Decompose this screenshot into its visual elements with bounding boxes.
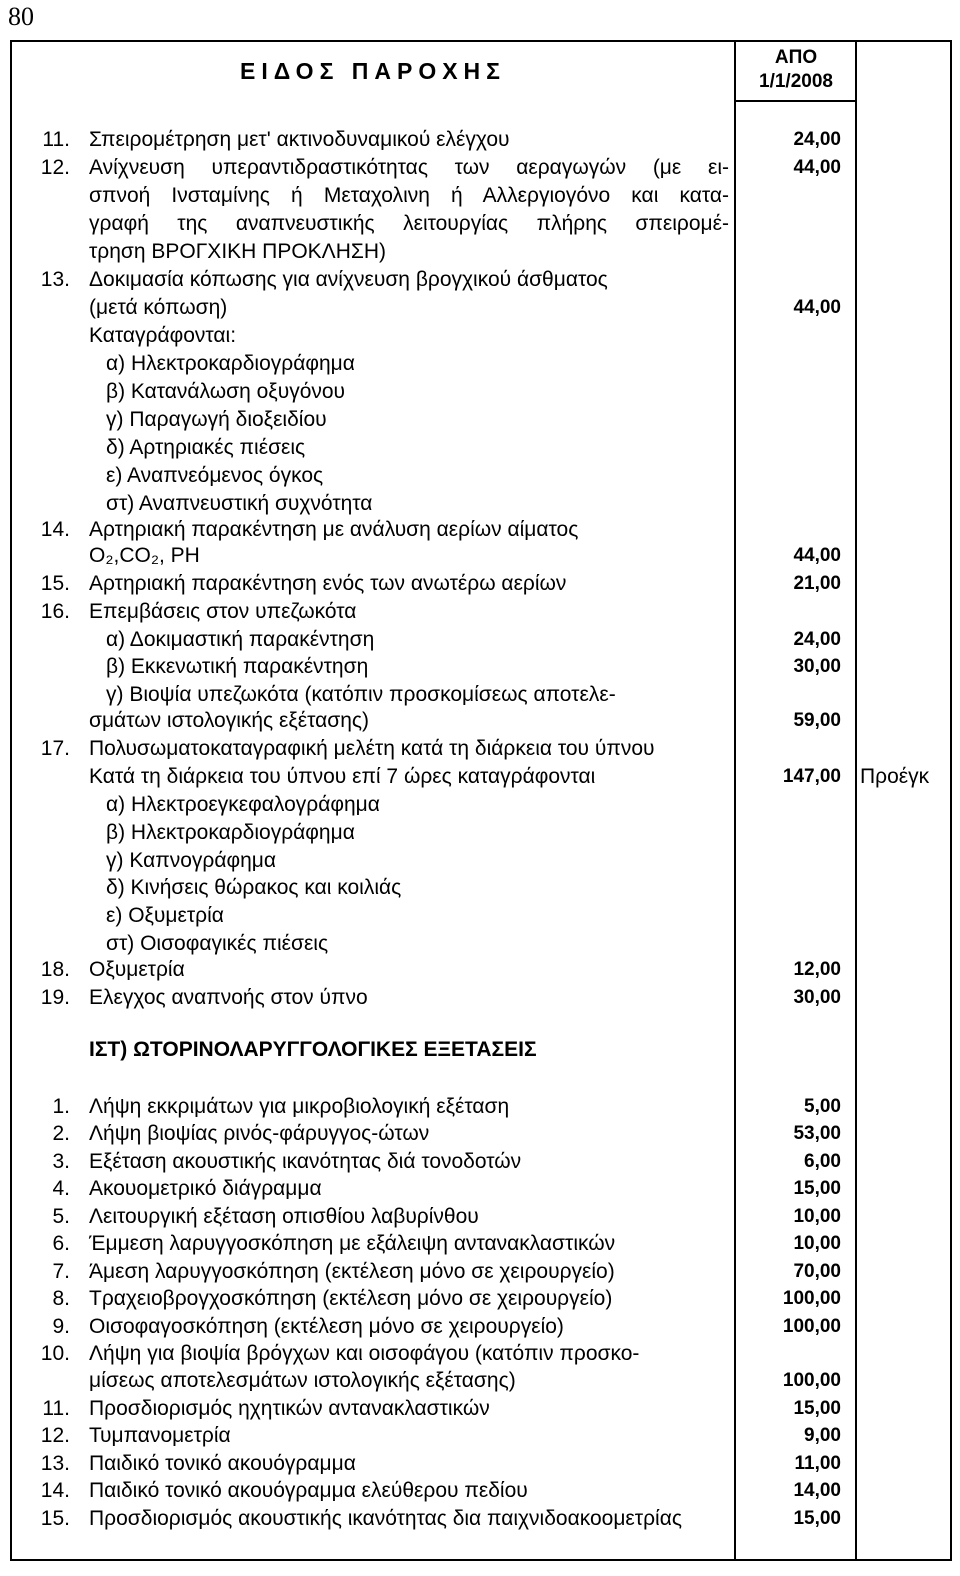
item-description: Παιδικό τονικό ακουόγραμμα (89, 1452, 356, 1475)
item-description: Αρτηριακή παρακέντηση με ανάλυση αερίων αίματος (89, 518, 579, 541)
item-price: 15,00 (793, 1178, 841, 1199)
item-description: δ) Αρτηριακές πιέσεις (106, 436, 306, 459)
table-row (0, 1203, 960, 1231)
item-price: 24,00 (793, 629, 841, 650)
table-row (0, 238, 960, 266)
item-description: Παιδικό τονικό ακουόγραμμα ελεύθερου πεδίου (89, 1479, 528, 1502)
item-description: σπνοή Ινσταμίνης ή Μεταχολινη ή Αλλεργιογόνο και κατα- (89, 184, 729, 207)
table-row (0, 847, 960, 875)
item-description: Σπειρομέτρηση μετ' ακτινοδυναμικού ελέγχου (89, 128, 510, 151)
item-number: 14. (40, 1479, 70, 1502)
item-price: 30,00 (793, 987, 841, 1008)
table-header-title: ΕΙΔΟΣ ΠΑΡΟΧΗΣ (240, 58, 506, 84)
item-number: 13. (40, 1452, 70, 1475)
item-description: Πολυσωματοκαταγραφική μελέτη κατά τη διάρκεια του ύπνου (89, 737, 655, 760)
item-price: 12,00 (793, 959, 841, 980)
item-description: σμάτων ιστολογικής εξέτασης) (89, 709, 370, 732)
item-number: 10. (40, 1342, 70, 1365)
table-row (0, 681, 960, 709)
table-row (0, 984, 960, 1012)
item-description: Εξέταση ακουστικής ικανότητας διά τονοδοτών (89, 1150, 522, 1173)
table-row (0, 1450, 960, 1478)
item-number: 11. (42, 1397, 70, 1420)
table-row (0, 490, 960, 518)
item-description: Ανίχνευση υπεραντιδραστικότητας των αεραγωγών (με ει- (89, 156, 729, 179)
item-description: β) Ηλεκτροκαρδιογράφημα (106, 821, 355, 844)
item-number: 8. (52, 1287, 70, 1310)
table-row (0, 1258, 960, 1286)
table-row (0, 1395, 960, 1423)
item-price: 30,00 (793, 656, 841, 677)
item-number: 13. (40, 268, 70, 291)
table-row (0, 182, 960, 210)
item-price: 100,00 (782, 1316, 841, 1337)
item-description: Λήψη βιοψίας ρινός-φάρυγγος-ώτων (89, 1122, 430, 1145)
table-row (0, 570, 960, 598)
item-price: 14,00 (793, 1480, 841, 1501)
item-number: 15. (40, 572, 70, 595)
item-description: στ) Οισοφαγικές πιέσεις (106, 932, 329, 955)
table-row (0, 626, 960, 654)
page-number: 80 (8, 2, 34, 31)
item-description: α) Ηλεκτροκαρδιογράφημα (106, 352, 355, 375)
item-description: Κατά τη διάρκεια του ύπνου επί 7 ώρες καταγράφονται (89, 765, 596, 788)
item-description: Οισοφαγοσκόπηση (εκτέλεση μόνο σε χειρουργείο) (89, 1315, 564, 1338)
item-price: 44,00 (793, 545, 841, 566)
table-row (0, 1367, 960, 1395)
section-title: ΙΣΤ) ΩΤΟΡΙΝΟΛΑΡΥΓΓΟΛΟΓΙΚΕΣ ΕΞΕΤΑΣΕΙΣ (89, 1038, 537, 1061)
item-number: 3. (52, 1150, 70, 1173)
item-description: β) Κατανάλωση οξυγόνου (106, 380, 346, 403)
item-description: Άμεση λαρυγγοσκόπηση (εκτέλεση μόνο σε χειρουργείο) (89, 1260, 615, 1283)
table-row (0, 902, 960, 930)
item-description: Ακουομετρικό διάγραμμα (89, 1177, 322, 1200)
item-number: 18. (40, 958, 70, 981)
item-price: 70,00 (793, 1261, 841, 1282)
table-row (0, 294, 960, 322)
item-number: 19. (40, 986, 70, 1009)
item-description: Δοκιμασία κόπωσης για ανίχνευση βρογχικού άσθματος (89, 268, 608, 291)
table-row (0, 763, 960, 791)
item-price: 10,00 (793, 1206, 841, 1227)
item-number: 1. (52, 1095, 70, 1118)
table-row (0, 653, 960, 681)
table-row (0, 1230, 960, 1258)
item-number: 5. (52, 1205, 70, 1228)
item-price: 44,00 (793, 297, 841, 318)
item-description: στ) Αναπνευστική συχνότητα (106, 492, 373, 515)
table-row (0, 542, 960, 570)
header-underline (734, 100, 857, 102)
item-number: 4. (52, 1177, 70, 1200)
item-price: 6,00 (804, 1151, 841, 1172)
item-description: Ελεγχος αναπνοής στον ύπνο (89, 986, 368, 1009)
table-row (0, 126, 960, 154)
item-price: 59,00 (793, 710, 841, 731)
table-row (0, 1505, 960, 1533)
item-price: 15,00 (793, 1398, 841, 1419)
table-row (0, 1120, 960, 1148)
item-number: 14. (40, 518, 70, 541)
item-description: Επεμβάσεις στον υπεζωκότα (89, 600, 357, 623)
table-row (0, 1340, 960, 1368)
item-description: Αρτηριακή παρακέντηση ενός των ανωτέρω αερίων (89, 572, 567, 595)
table-row (0, 266, 960, 294)
item-price: 9,00 (804, 1425, 841, 1446)
item-description: δ) Κινήσεις θώρακος και κοιλιάς (106, 876, 402, 899)
item-description: α) Δοκιμαστική παρακέντηση (106, 628, 375, 651)
table-row (0, 350, 960, 378)
item-price: 100,00 (782, 1288, 841, 1309)
item-description: γ) Καπνογράφημα (106, 849, 277, 872)
item-description: γ) Παραγωγή διοξειδίου (106, 408, 327, 431)
item-price: 24,00 (793, 129, 841, 150)
item-price: 147,00 (782, 766, 841, 787)
table-row (0, 462, 960, 490)
item-price: 15,00 (793, 1508, 841, 1529)
item-price: 44,00 (793, 157, 841, 178)
table-row (0, 1313, 960, 1341)
item-description: Έμμεση λαρυγγοσκόπηση με εξάλειψη αντανακλαστικών (89, 1232, 616, 1255)
table-row (0, 874, 960, 902)
table-row (0, 956, 960, 984)
item-description: Λειτουργική εξέταση οπισθίου λαβυρίνθου (89, 1205, 479, 1228)
item-number: 11. (42, 128, 70, 151)
table-row (0, 378, 960, 406)
table-row (0, 598, 960, 626)
item-description: β) Εκκενωτική παρακέντηση (106, 655, 369, 678)
item-number: 12. (40, 1424, 70, 1447)
item-number: 6. (52, 1232, 70, 1255)
item-description: Λήψη εκκριμάτων για μικροβιολογική εξέταση (89, 1095, 510, 1118)
header-date-line1: ΑΠΟ (774, 47, 818, 68)
item-description: Τυμπανομετρία (89, 1424, 231, 1447)
table-row (0, 210, 960, 238)
item-description: μίσεως αποτελεσμάτων ιστολογικής εξέτασης) (89, 1369, 516, 1392)
table-row (0, 791, 960, 819)
item-number: 15. (40, 1507, 70, 1530)
item-price: 21,00 (793, 573, 841, 594)
table-row (0, 1422, 960, 1450)
item-description: (μετά κόπωση) (89, 296, 228, 319)
item-description: Προσδιορισμός ακουστικής ικανότητας δια παιχνιδοακοομετρίας (89, 1507, 682, 1530)
item-number: 7. (52, 1260, 70, 1283)
item-description: ε) Αναπνεόμενος όγκος (106, 464, 324, 487)
item-description: α) Ηλεκτροεγκεφαλογράφημα (106, 793, 380, 816)
item-description: γραφή της αναπνευστικής λειτουργίας πλήρης σπειρομέ- (89, 212, 729, 235)
table-row (0, 707, 960, 735)
item-description: O₂,CO₂, PH (89, 544, 200, 567)
item-price: 10,00 (793, 1233, 841, 1254)
table-row (0, 406, 960, 434)
table-row (0, 819, 960, 847)
table-header-date (736, 46, 856, 94)
item-description: Καταγράφονται: (89, 324, 237, 347)
item-number: 2. (52, 1122, 70, 1145)
table-row (0, 1148, 960, 1176)
item-description: ε) Οξυμετρία (106, 904, 224, 927)
item-number: 9. (52, 1315, 70, 1338)
item-number: 17. (40, 737, 70, 760)
item-description: τρηση ΒΡΟΓΧΙΚΗ ΠΡΟΚΛΗΣΗ) (89, 240, 387, 263)
item-description: Οξυμετρία (89, 958, 185, 981)
table-row (0, 735, 960, 763)
table-row (0, 154, 960, 182)
table-row (0, 322, 960, 350)
item-price: 100,00 (782, 1370, 841, 1391)
table-row (0, 1093, 960, 1121)
item-description: γ) Βιοψία υπεζωκότα (κατόπιν προσκομίσεως αποτελε- (106, 683, 616, 706)
item-price: 11,00 (794, 1453, 841, 1474)
item-description: Προσδιορισμός ηχητικών αντανακλαστικών (89, 1397, 490, 1420)
item-description: Τραχειοβρογχοσκόπηση (εκτέλεση μόνο σε χειρουργείο) (89, 1287, 613, 1310)
item-price: 53,00 (793, 1123, 841, 1144)
table-row (0, 930, 960, 958)
table-row (0, 1175, 960, 1203)
header-date-line2: 1/1/2008 (759, 71, 833, 92)
item-price: 5,00 (804, 1096, 841, 1117)
table-row (0, 1285, 960, 1313)
table-row (0, 1477, 960, 1505)
table-row (0, 434, 960, 462)
item-note: Προέγκ (860, 765, 930, 788)
item-number: 16. (40, 600, 70, 623)
table-row (0, 516, 960, 544)
item-description: Λήψη για βιοψία βρόγχων και οισοφάγου (κατόπιν προσκο- (89, 1342, 640, 1365)
item-number: 12. (40, 156, 70, 179)
